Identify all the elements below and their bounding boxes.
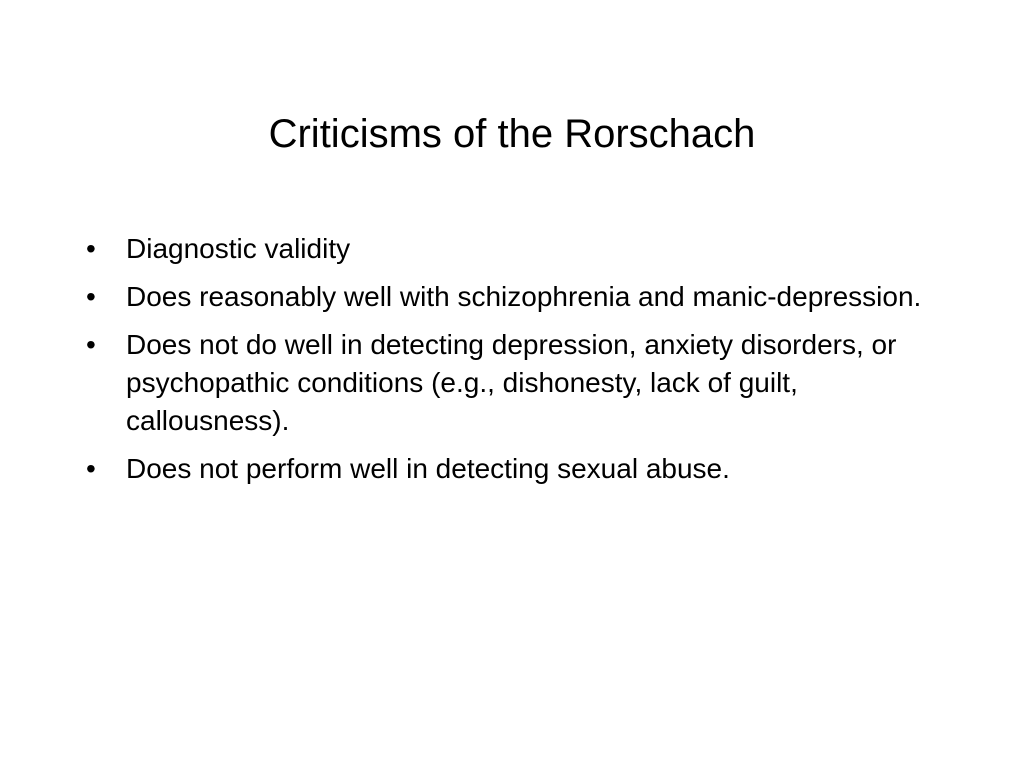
bullet-text: Does not do well in detecting depression, anxiety disorders, or psychopathic conditions (e.g., dishonesty, lack of guilt, callousness).: [126, 329, 897, 436]
slide-title: Criticisms of the Rorschach: [268, 112, 756, 156]
bullet-item: [84, 326, 944, 440]
bullet-icon: •: [86, 233, 96, 264]
bullet-text: Does reasonably well with schizophrenia and manic-depression.: [126, 281, 922, 312]
bullet-text: Does not perform well in detecting sexual abuse.: [126, 453, 730, 484]
bullet-icon: •: [86, 453, 96, 484]
bullet-item: [84, 278, 944, 316]
bullet-item: [84, 450, 944, 488]
bullet-list: [84, 230, 944, 498]
bullet-icon: •: [86, 281, 96, 312]
bullet-text: Diagnostic validity: [126, 233, 351, 264]
bullet-icon: •: [86, 329, 96, 360]
bullet-item: [84, 230, 944, 268]
